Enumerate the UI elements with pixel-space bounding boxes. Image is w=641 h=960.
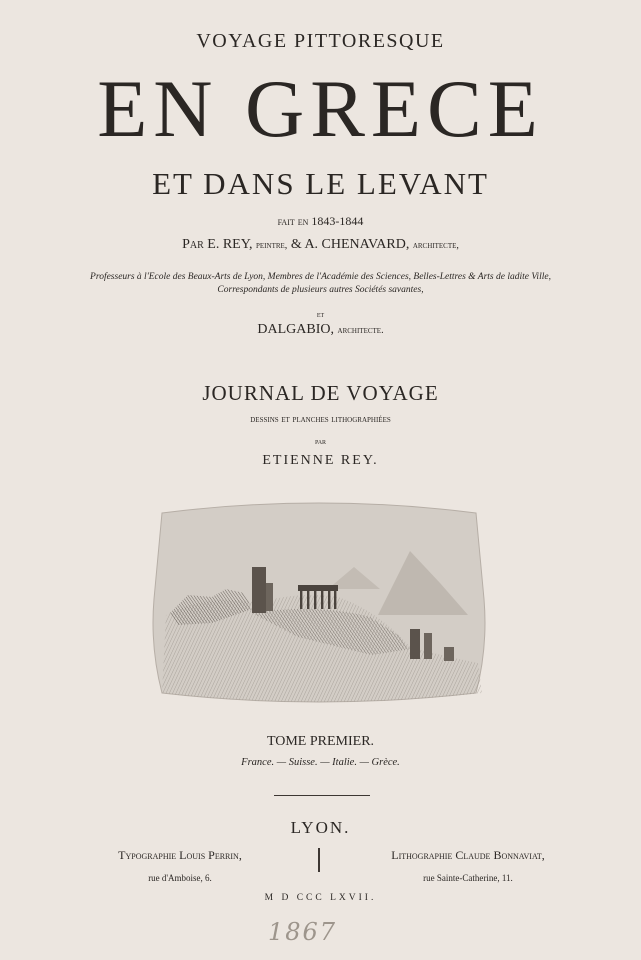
et-word: et	[316, 309, 325, 319]
acropolis-lithograph	[148, 497, 490, 709]
tome-label: TOME PREMIER.	[266, 734, 375, 749]
lithographer-name: Lithographie Claude Bonnaviat,	[391, 848, 545, 862]
affiliation-line-2: Correspondants de plusieurs autres Sociétés savantes,	[217, 285, 424, 295]
handwritten-year: 1867	[268, 918, 338, 946]
lithographer-address: rue Sainte-Catherine, 11.	[423, 873, 513, 883]
subtitle: ET DANS LE LEVANT	[152, 166, 489, 201]
main-title: EN GRECE	[97, 63, 544, 154]
authors-line	[0, 237, 641, 253]
city: LYON.	[290, 818, 351, 837]
dessins-line: dessins et planches lithographiées	[250, 414, 391, 425]
author-rey-role: peintre,	[256, 240, 288, 251]
illustrator-name: ETIENNE REY.	[262, 453, 379, 468]
author-dalgabio-role: architecte.	[337, 325, 384, 336]
typographer-address: rue d'Amboise, 6.	[148, 873, 212, 883]
fait-en-date: fait en 1843-1844	[277, 214, 364, 228]
par-word: Par	[182, 237, 204, 252]
journal-title: JOURNAL DE VOYAGE	[202, 381, 439, 405]
imprint-lithographie	[338, 848, 598, 883]
author-chenavard-role: architecte,	[412, 240, 459, 251]
affiliation-line-1: Professeurs à l'Ecole des Beaux-Arts de Lyon, Membres de l'Académie des Sciences, Belles-Lettres & Arts de ladite Ville,	[90, 272, 551, 282]
typographer-name: Typographie Louis Perrin,	[118, 848, 242, 862]
dalgabio-line	[0, 322, 641, 338]
author-chenavard: A. CHENAVARD,	[304, 237, 410, 252]
author-rey: E. REY,	[207, 237, 253, 252]
par-word-2: par	[314, 436, 327, 446]
imprint-typographie	[60, 848, 300, 883]
author-dalgabio: DALGABIO,	[257, 322, 335, 337]
divider-rule	[274, 795, 370, 796]
ampersand: &	[290, 237, 302, 252]
supertitle: VOYAGE PITTORESQUE	[196, 30, 445, 52]
publication-year-roman: M D CCC LXVII.	[264, 893, 377, 903]
imprint-separator	[318, 848, 320, 872]
places-list: France. — Suisse. — Italie. — Grèce.	[241, 757, 400, 768]
